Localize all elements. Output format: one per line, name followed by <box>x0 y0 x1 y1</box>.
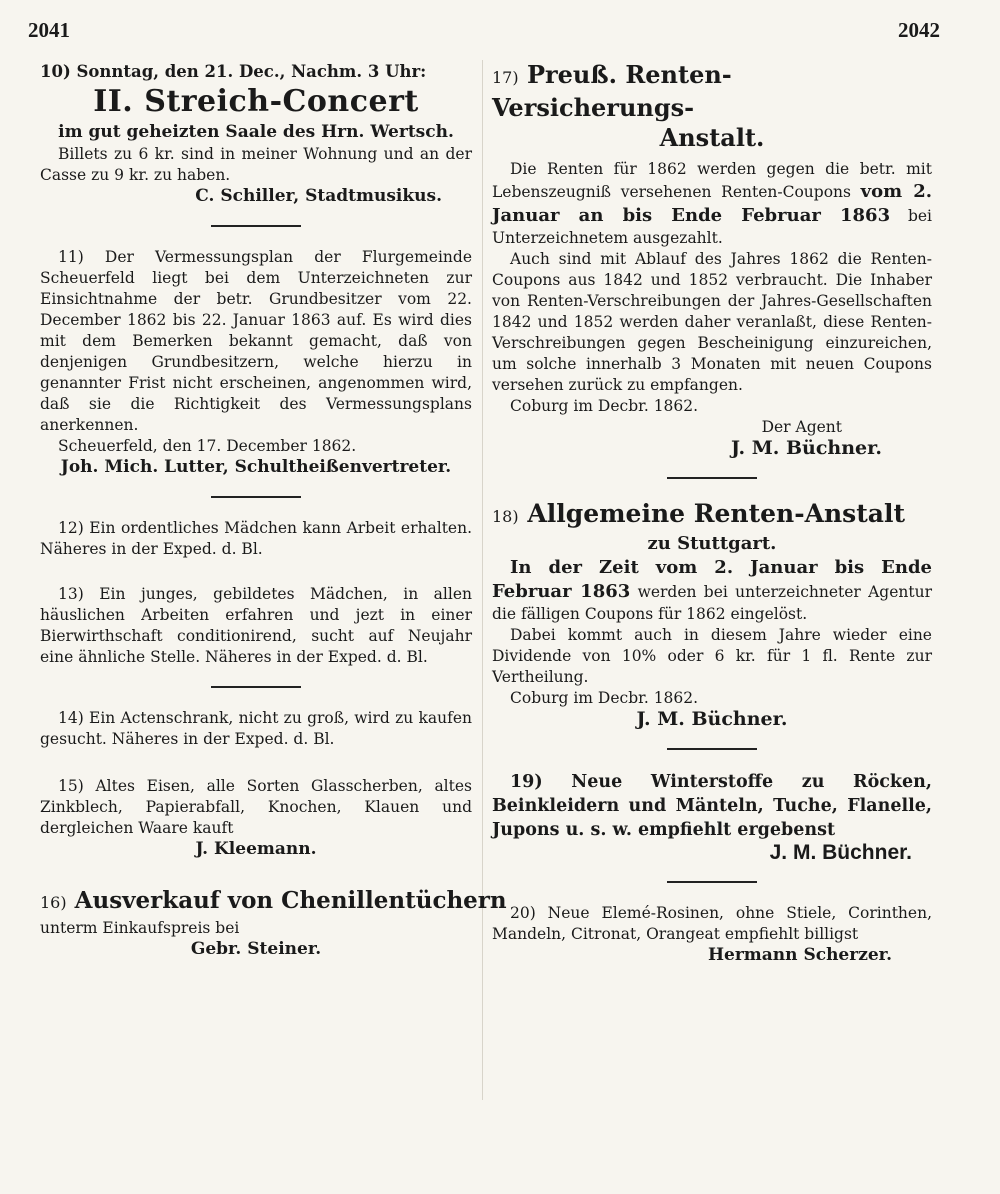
separator <box>667 477 757 479</box>
ad-17-title-line1: Preuß. Renten-Versicherungs- <box>492 60 732 122</box>
ad-10-tickets: Billets zu 6 kr. sind in meiner Wohnung und an der Casse zu 9 kr. zu haben. <box>40 145 472 184</box>
ad-11-signature: Joh. Mich. Lutter, Schultheißenvertreter. <box>60 457 452 477</box>
ad-16-subline: unterm Einkaufspreis bei <box>40 919 240 937</box>
ad-13-text: 13) Ein junges, gebildetes Mädchen, in allen häuslichen Arbeiten erfahren und jezt in einer Bierwirthschaft conditionirend, sucht auf Neujahr eine ähnliche Stelle. Näheres in der Exped. d. Bl. <box>40 585 472 666</box>
ad-20-text: 20) Neue Elemé-Rosinen, ohne Stiele, Corinthen, Mandeln, Citronat, Orangeat empfiehlt billigst <box>492 904 932 943</box>
ad-17-paragraph1 <box>492 159 932 249</box>
ad-18-paragraph1 <box>492 556 932 625</box>
ad-10-venue: im gut geheizten Saale des Hrn. Wertsch. <box>58 122 454 142</box>
separator <box>667 748 757 750</box>
separator <box>211 496 301 498</box>
page-number-right: 2042 <box>898 18 940 42</box>
separator <box>211 225 301 227</box>
spacer <box>211 870 301 872</box>
spacer <box>211 760 301 762</box>
spacer <box>211 568 301 570</box>
ad-14-file-cabinet <box>40 708 472 750</box>
ad-17-p1-end: bei Unterzeichnetem ausgezahlt. <box>492 207 932 247</box>
ad-13-maid-seeking <box>40 584 472 668</box>
ad-18-place-date: Coburg im Decbr. 1862. <box>510 689 699 707</box>
ad-17-title-line2: Anstalt. <box>659 123 765 152</box>
ad-11-text: 11) Der Vermessungsplan der Flurgemeinde Scheuerfeld liegt bei dem Unterzeichneten zur Einsichtnahme der betr. Grundbesitzer vom 22. December 1862 bis 22. Januar 1863 auf. Es wird dies mit dem Bemerken bekannt gemacht, daß von denjenigen Grundbesitzern, welche hierzu in genannter Frist nicht erscheinen, angenommen wird, daß sie die Richtigkeit des Vermessungsplans anerkennen. <box>40 248 472 434</box>
ad-15-signature: J. Kleemann. <box>195 839 317 859</box>
ad-11-survey-plan <box>40 247 472 478</box>
ad-18-signature: J. M. Büchner. <box>636 708 788 730</box>
ad-18-p1-text: werden bei unterzeichneter Agentur die fälligen Coupons für 1862 eingelöst. <box>492 583 933 623</box>
ad-20-dried-fruit <box>492 903 932 966</box>
ad-17-place-date: Coburg im Decbr. 1862. <box>510 397 699 415</box>
ad-18-title-line2: zu Stuttgart. <box>647 533 777 554</box>
ad-16-signature: Gebr. Steiner. <box>190 939 322 959</box>
ad-17-agent-label: Der Agent <box>761 418 842 436</box>
ad-16-title: Ausverkauf von Chenillentüchern <box>74 887 507 914</box>
ad-17-signature: J. M. Büchner. <box>730 437 882 459</box>
ad-12-text: 12) Ein ordentliches Mädchen kann Arbeit erhalten. Näheres in der Exped. d. Bl. <box>40 519 472 558</box>
column-divider <box>482 60 483 1100</box>
left-column <box>40 60 507 960</box>
ad-10-title: II. Streich-Concert <box>93 84 419 119</box>
ad-18-general-annuity <box>492 499 932 730</box>
ad-17-p1-text: Die Renten für 1862 werden gegen die betr. mit Lebenszeugniß versehenen Renten-Coupons <box>492 160 932 201</box>
ad-16-number: 16) <box>40 893 67 912</box>
ad-11-place-date: Scheuerfeld, den 17. December 1862. <box>58 437 357 455</box>
ad-18-title-line1: Allgemeine Renten-Anstalt <box>527 499 906 528</box>
ad-20-signature: Hermann Scherzer. <box>707 945 892 965</box>
ad-18-paragraph2: Dabei kommt auch in diesem Jahre wieder eine Dividende von 10% oder 6 kr. für 1 fl. Rente zur Vertheilung. <box>492 626 932 686</box>
ad-19-text: 19) Neue Winterstoffe zu Röcken, Beinkleidern und Mänteln, Tuche, Flanelle, Jupons u. s. w. empfiehlt ergebenst <box>492 772 932 840</box>
ad-17-prussian-annuity <box>492 60 932 459</box>
separator <box>211 686 301 688</box>
separator <box>667 881 757 883</box>
ad-19-winter-fabrics <box>492 770 932 863</box>
right-column <box>492 60 932 966</box>
page-number-left: 2041 <box>28 18 70 42</box>
ad-17-p1-dates: vom 2. Januar an bis Ende Februar 1863 <box>492 181 932 226</box>
ad-19-signature: J. M. Büchner. <box>769 841 912 864</box>
ad-10-concert <box>40 60 472 207</box>
ad-10-date: 10) Sonntag, den 21. Dec., Nachm. 3 Uhr: <box>40 62 427 81</box>
ad-16-clearance <box>40 886 507 960</box>
ad-18-number: 18) <box>492 507 519 526</box>
ad-18-p1-dates: In der Zeit vom 2. Januar bis Ende Februar 1863 <box>492 557 932 602</box>
ad-15-text: 15) Altes Eisen, alle Sorten Glasscherben, altes Zinkblech, Papierabfall, Knochen, Klauen und dergleichen Waare kauft <box>40 777 472 837</box>
ad-17-number: 17) <box>492 68 519 87</box>
ad-17-paragraph2: Auch sind mit Ablauf des Jahres 1862 die Renten-Coupons aus 1842 und 1852 verbraucht. Die Inhaber von Renten-Verschreibungen der Jahres-Gesellschaften 1842 und 1852 werden daher veranlaßt, diese Renten-Verschreibungen gegen Bescheinigung einzureichen, um solche innerhalb 3 Monaten mit neuen Coupons versehen zurück zu empfangen. <box>492 250 932 394</box>
ad-12-maid-wanted <box>40 518 472 560</box>
ad-10-signature: C. Schiller, Stadtmusikus. <box>195 186 442 206</box>
ad-15-scrap <box>40 776 472 860</box>
ad-14-text: 14) Ein Actenschrank, nicht zu groß, wird zu kaufen gesucht. Näheres in der Exped. d. Bl. <box>40 709 472 748</box>
